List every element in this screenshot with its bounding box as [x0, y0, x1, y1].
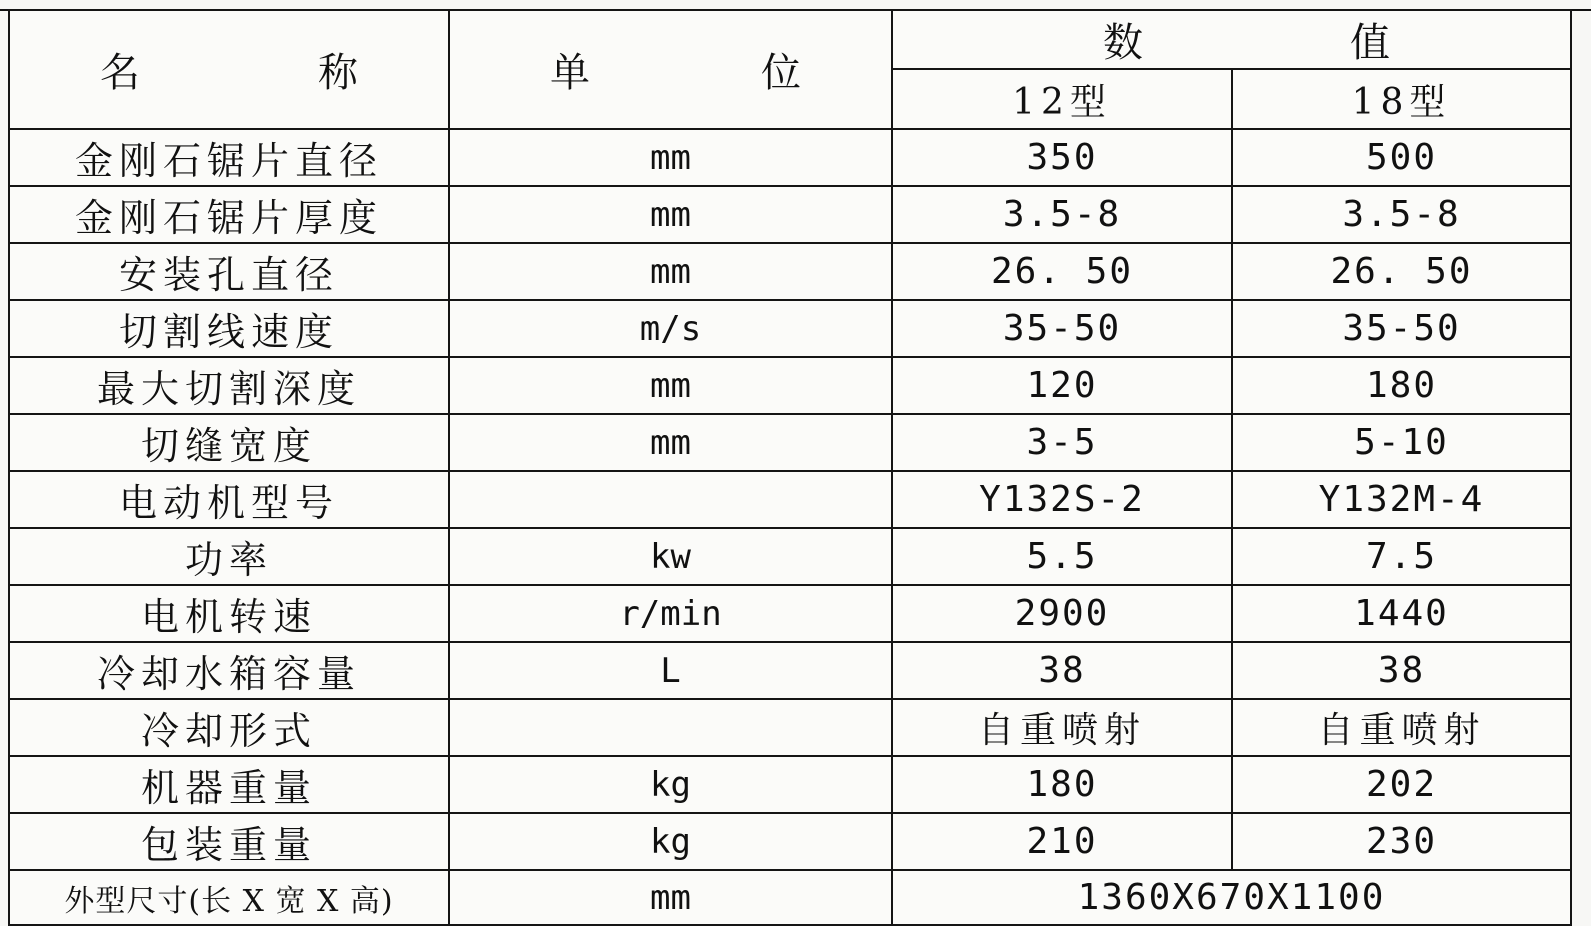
table-row [9, 300, 1571, 357]
row-unit: r/min [449, 585, 892, 642]
row-name: 金刚石锯片直径 [9, 129, 449, 186]
row-unit: mm [449, 186, 892, 243]
row-unit: mm [449, 414, 892, 471]
row-name: 电机转速 [9, 585, 449, 642]
row-name: 包装重量 [9, 813, 449, 870]
row-unit [449, 699, 892, 756]
row-value-12: 2900 [892, 585, 1232, 642]
header-row-1 [9, 10, 1571, 69]
header-value-char-1: 数 [1103, 20, 1143, 66]
header-value-cell [892, 10, 1571, 69]
row-value-12: 3.5-8 [892, 186, 1232, 243]
row-value-12: 210 [892, 813, 1232, 870]
table-row [9, 585, 1571, 642]
row-value-merged: 1360X670X1100 [892, 870, 1571, 925]
header-model-12: 12型 [892, 69, 1232, 129]
table-row [9, 699, 1571, 756]
table-row [9, 414, 1571, 471]
row-value-18: Y132M-4 [1232, 471, 1571, 528]
header-model-18: 18型 [1232, 69, 1571, 129]
header-unit-cell [449, 10, 892, 129]
row-unit: mm [449, 129, 892, 186]
row-unit [449, 471, 892, 528]
row-name: 安装孔直径 [9, 243, 449, 300]
table-row [9, 471, 1571, 528]
row-unit: kg [449, 813, 892, 870]
row-value-12: 35-50 [892, 300, 1232, 357]
row-name: 冷却水箱容量 [9, 642, 449, 699]
table-row [9, 243, 1571, 300]
row-value-18: 38 [1232, 642, 1571, 699]
header-unit-char-2: 位 [761, 50, 801, 96]
table-row [9, 642, 1571, 699]
header-name-cell [9, 10, 449, 129]
table-row [9, 357, 1571, 414]
row-value-12: 5.5 [892, 528, 1232, 585]
row-value-12: 350 [892, 129, 1232, 186]
header-name-char-1: 名 [100, 50, 140, 96]
table-row [9, 756, 1571, 813]
table-row [9, 186, 1571, 243]
row-value-18: 230 [1232, 813, 1571, 870]
row-value-18: 1440 [1232, 585, 1571, 642]
row-value-12: 3-5 [892, 414, 1232, 471]
row-unit: mm [449, 243, 892, 300]
row-unit: mm [449, 357, 892, 414]
row-value-18: 5-10 [1232, 414, 1571, 471]
row-value-18: 7.5 [1232, 528, 1571, 585]
row-unit: m/s [449, 300, 892, 357]
header-unit-char-1: 单 [550, 50, 590, 96]
row-value-12: 120 [892, 357, 1232, 414]
header-value-char-2: 值 [1350, 20, 1390, 66]
row-name: 功率 [9, 528, 449, 585]
table-row [9, 528, 1571, 585]
table-row [9, 813, 1571, 870]
row-value-18: 自重喷射 [1232, 699, 1571, 756]
row-unit: kw [449, 528, 892, 585]
row-value-12: 26. 50 [892, 243, 1232, 300]
row-unit: mm [449, 870, 892, 925]
table-row [9, 129, 1571, 186]
row-name: 冷却形式 [9, 699, 449, 756]
row-name: 最大切割深度 [9, 357, 449, 414]
row-value-18: 202 [1232, 756, 1571, 813]
row-value-12: Y132S-2 [892, 471, 1232, 528]
row-unit: L [449, 642, 892, 699]
row-name: 金刚石锯片厚度 [9, 186, 449, 243]
row-value-18: 26. 50 [1232, 243, 1571, 300]
row-value-18: 180 [1232, 357, 1571, 414]
row-value-18: 3.5-8 [1232, 186, 1571, 243]
row-unit: kg [449, 756, 892, 813]
row-name: 机器重量 [9, 756, 449, 813]
spec-table [8, 9, 1572, 926]
row-name: 切割线速度 [9, 300, 449, 357]
table-row-dimensions [9, 870, 1571, 925]
row-value-12: 38 [892, 642, 1232, 699]
row-name: 外型尺寸(长 X 宽 X 高) [9, 870, 449, 925]
row-name: 切缝宽度 [9, 414, 449, 471]
header-name-char-2: 称 [318, 50, 358, 96]
row-value-18: 35-50 [1232, 300, 1571, 357]
row-value-18: 500 [1232, 129, 1571, 186]
row-value-12: 180 [892, 756, 1232, 813]
row-value-12: 自重喷射 [892, 699, 1232, 756]
row-name: 电动机型号 [9, 471, 449, 528]
